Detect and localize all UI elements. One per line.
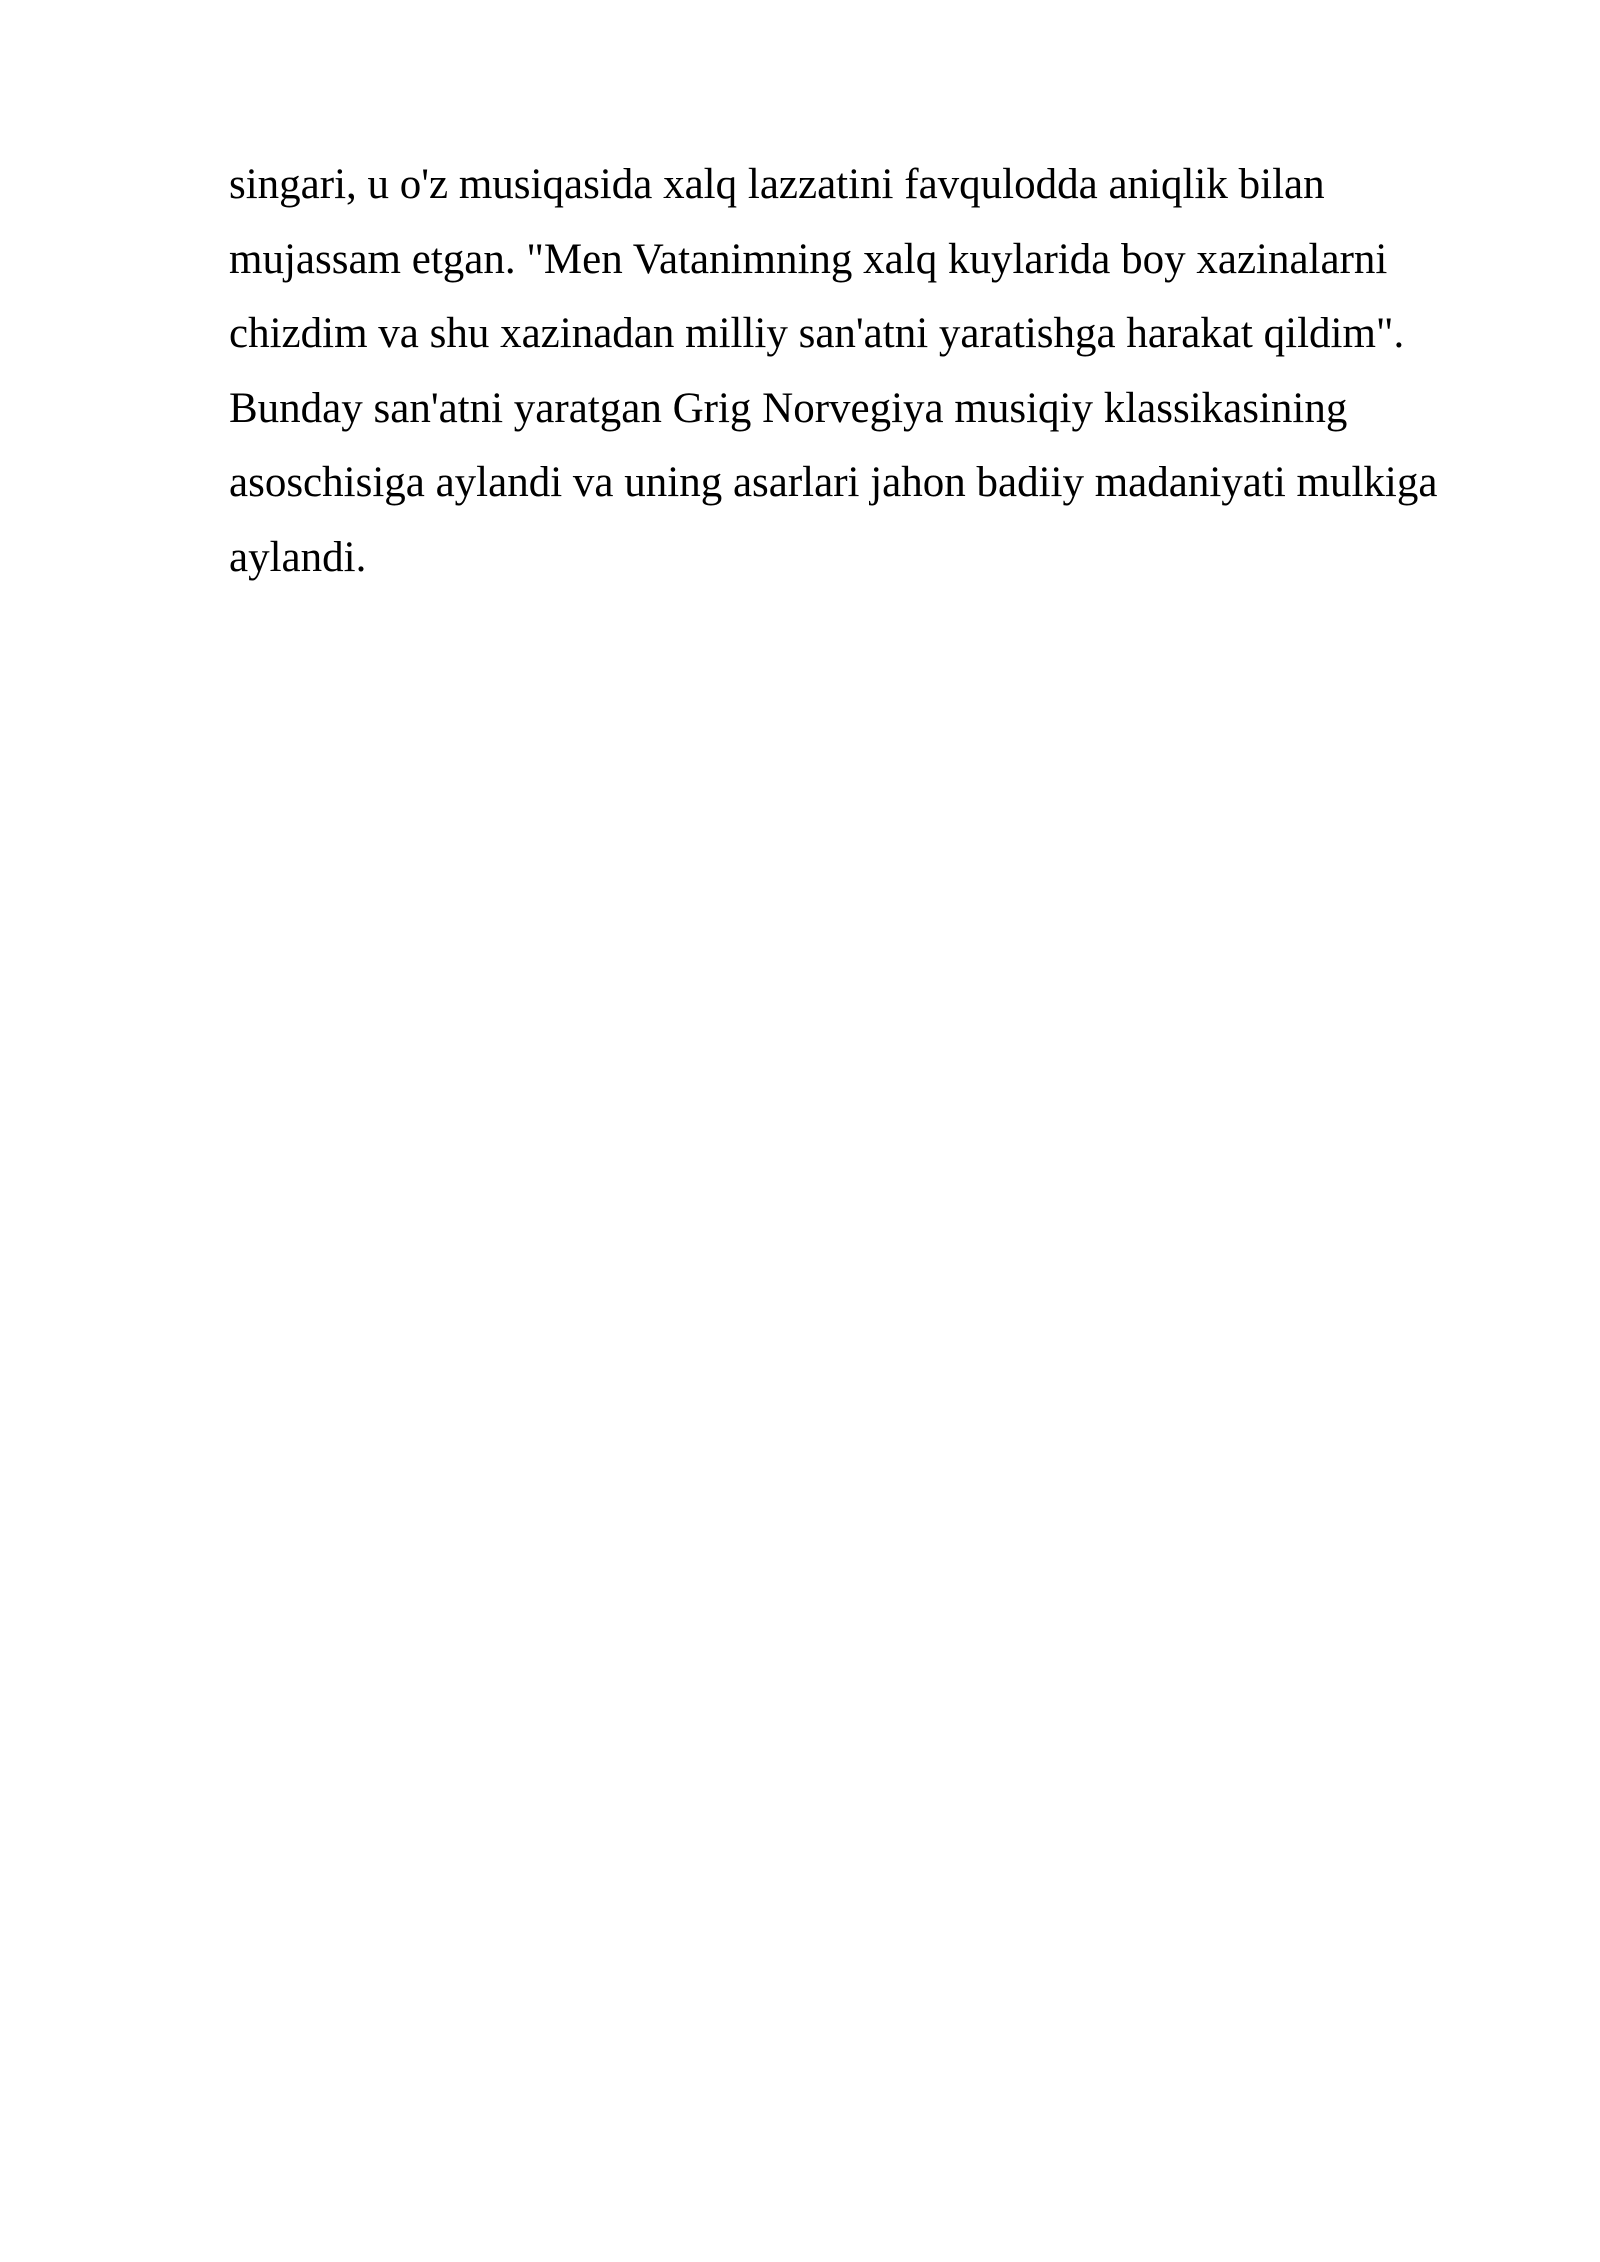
paragraph-line: mujassam etgan. "Men Vatanimning xalq kuylarida boy xazinalarni (229, 235, 1388, 283)
paragraph-line: asoschisiga aylandi va uning asarlari jahon badiiy madaniyati mulkiga (229, 459, 1438, 506)
body-paragraph (229, 148, 1529, 595)
paragraph-line: chizdim va shu xazinadan milliy san'atni yaratishga harakat qildim". (229, 310, 1405, 357)
paragraph-line: Bunday san'atni yaratgan Grig Norvegiya musiqiy klassikasining (229, 384, 1348, 432)
paragraph-line: singari, u o'z musiqasida xalq lazzatini favqulodda aniqlik bilan (229, 161, 1325, 208)
paragraph-line: aylandi. (229, 533, 367, 581)
